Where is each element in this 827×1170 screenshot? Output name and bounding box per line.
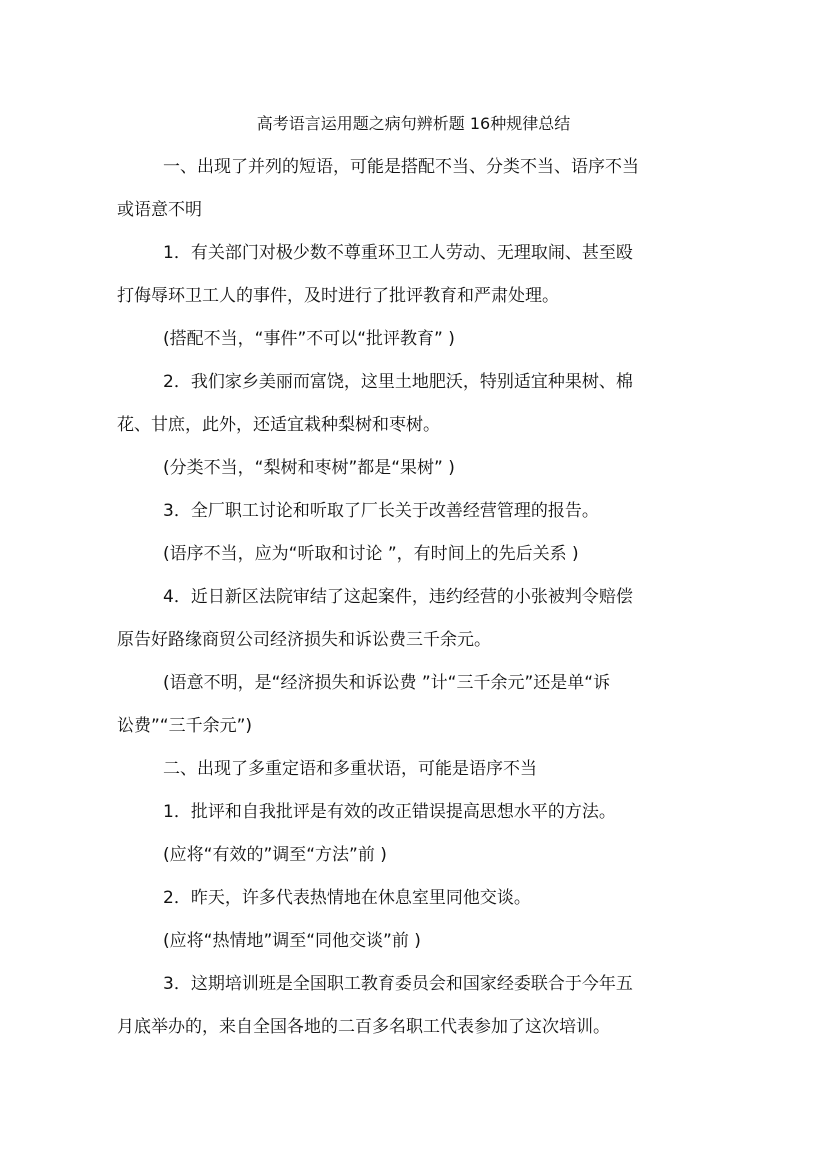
example-line: 3．这期培训班是全国职工教育委员会和国家经委联合于今年五 (163, 974, 633, 994)
document-title: 高考语言运用题之病句辨析题 16种规律总结 (256, 114, 571, 133)
section-heading-1: 一、出现了并列的短语，可能是搭配不当、分类不当、语序不当 (163, 157, 639, 177)
annotation-line: (应将“有效的”调至“方法”前 ) (163, 845, 387, 865)
annotation-line: (语意不明，是“经济损失和诉讼费 ”计“三千余元”还是单“诉 (163, 673, 611, 693)
section-heading-2: 二、出现了多重定语和多重状语，可能是语序不当 (163, 759, 537, 779)
annotation-line: (分类不当，“梨树和枣树”都是“果树” ) (163, 458, 455, 478)
example-line: 原告好路缘商贸公司经济损失和诉讼费三千余元。 (117, 630, 491, 650)
example-line: 1．有关部门对极少数不尊重环卫工人劳动、无理取闹、甚至殴 (163, 243, 633, 263)
example-line: 花、甘庶，此外，还适宜栽种梨树和枣树。 (117, 415, 440, 435)
example-line: 打侮辱环卫工人的事件，及时进行了批评教育和严肃处理。 (117, 286, 559, 306)
example-line: 3．全厂职工讨论和听取了厂长关于改善经营管理的报告。 (163, 501, 599, 521)
example-line: 1．批评和自我批评是有效的改正错误提高思想水平的方法。 (163, 802, 616, 822)
text-line: 或语意不明 (117, 200, 202, 220)
example-line: 2．我们家乡美丽而富饶，这里土地肥沃，特别适宜种果树、棉 (163, 372, 633, 392)
annotation-line: 讼费”“三千余元”) (117, 716, 253, 736)
example-line: 4．近日新区法院审结了这起案件，违约经营的小张被判令赔偿 (163, 587, 633, 607)
example-line: 2．昨天，许多代表热情地在休息室里同他交谈。 (163, 888, 531, 908)
annotation-line: (搭配不当，“事件”不可以“批评教育” ) (163, 329, 455, 349)
annotation-line: (应将“热情地”调至“同他交谈”前 ) (163, 931, 421, 951)
example-line: 月底举办的，来自全国各地的二百多名职工代表参加了这次培训。 (117, 1017, 610, 1037)
annotation-line: (语序不当，应为“听取和讨论 ”，有时间上的先后关系 ) (163, 544, 579, 564)
